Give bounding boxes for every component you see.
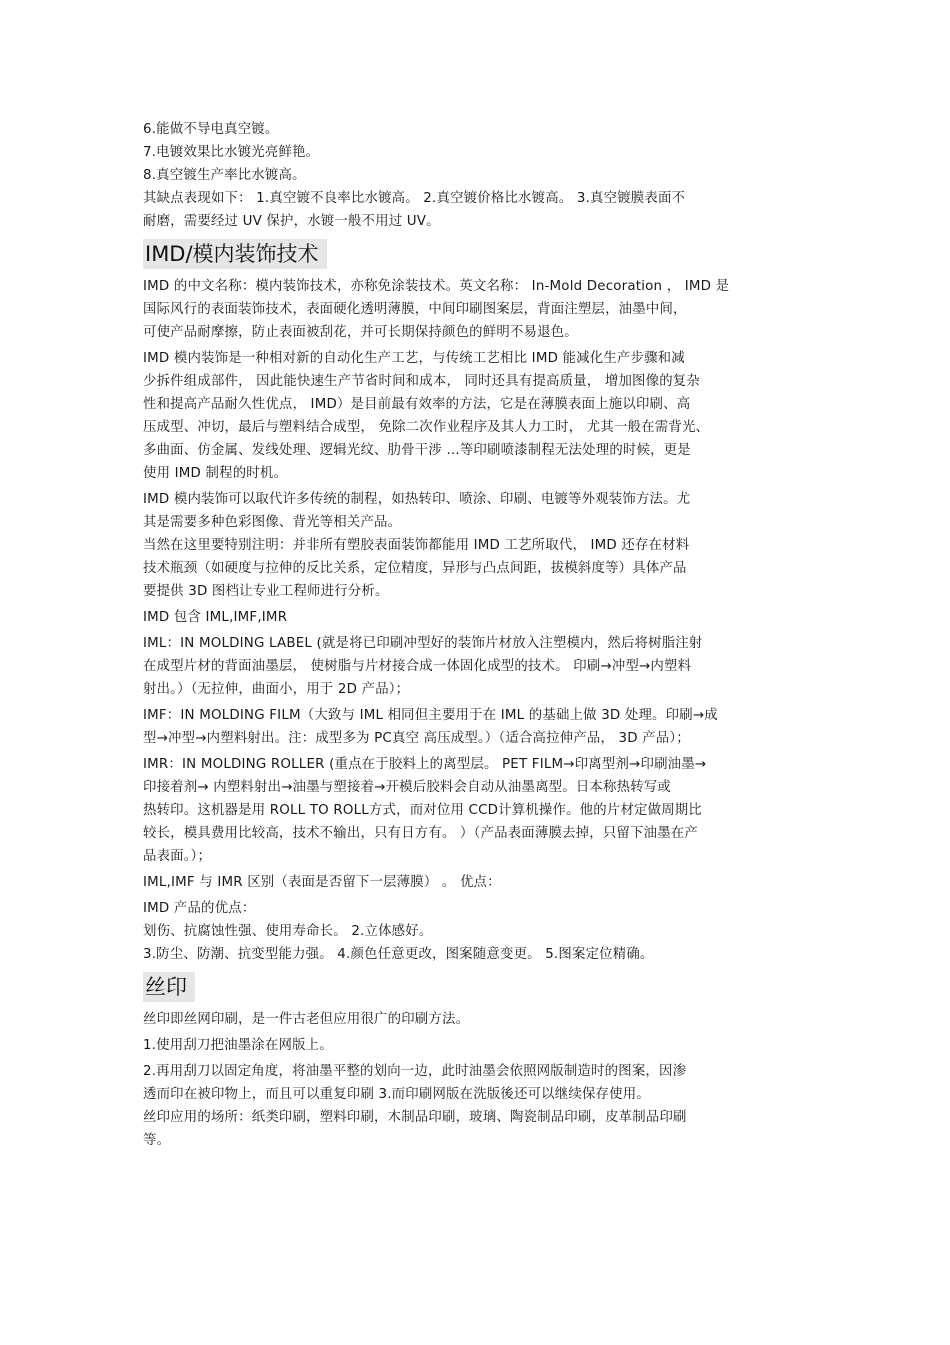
text-line: IMD 的中文名称：模内装饰技术，亦称免涂装技术。英文名称： In-Mold Decoration ， IMD 是 xyxy=(143,279,730,294)
paragraph xyxy=(143,704,813,750)
paragraph xyxy=(143,1034,813,1057)
paragraph xyxy=(143,534,813,603)
text-line: 要提供 3D 图档让专业工程师进行分析。 xyxy=(143,584,389,599)
section-heading-imd: IMD/模内装饰技术 xyxy=(143,239,327,269)
text-line: IML,IMF 与 IMR 区别（表面是否留下一层薄膜） 。 优点： xyxy=(143,875,501,890)
text-line: 透而印在被印物上，而且可以重复印刷 3.而印刷网版在洗版後还可以继续保存使用。 xyxy=(143,1087,650,1102)
text-line: 可使产品耐摩擦，防止表面被刮花，并可长期保持颜色的鲜明不易退色。 xyxy=(143,325,578,340)
text-line: 划伤、抗腐蚀性强、使用寿命长。 2.立体感好。 xyxy=(143,924,433,939)
text-line: IMD 包含 IML,IMF,IMR xyxy=(143,610,288,625)
text-line: 丝印即丝网印刷，是一件古老但应用很广的印刷方法。 xyxy=(143,1012,470,1027)
paragraph xyxy=(143,275,813,344)
text-line: 在成型片材的背面油墨层， 使树脂与片材接合成一体固化成型的技术。 印刷→冲型→内塑料 xyxy=(143,659,692,674)
text-line: IML：IN MOLDING LABEL (就是将已印刷冲型好的装饰片材放入注塑模内，然后将树脂注射 xyxy=(143,636,703,651)
text-line: 当然在这里要特别注明：并非所有塑胶表面装饰都能用 IMD 工艺所取代， IMD 还存在材料 xyxy=(143,538,690,553)
text-line: 其缺点表现如下： 1.真空镀不良率比水镀高。 2.真空镀价格比水镀高。 3.真空镀膜表面不 xyxy=(143,191,686,206)
text-line: 3.防尘、防潮、抗变型能力强。 4.颜色任意更改，图案随意变更。 5.图案定位精确。 xyxy=(143,947,654,962)
text-line: 多曲面、仿金属、发线处理、逻辑光纹、肋骨干涉 ...等印刷喷漆制程无法处理的时候，更是 xyxy=(143,443,691,458)
text-line: IMF：IN MOLDING FILM（大致与 IML 相同但主要用于在 IML 的基础上做 3D 处理。印刷→成 xyxy=(143,708,718,723)
paragraph xyxy=(143,897,813,966)
text-line: 1.使用刮刀把油墨涂在网版上。 xyxy=(143,1038,333,1053)
text-line: 印接着剂→ 内塑料射出→油墨与塑接着→开模后胶料会自动从油墨离型。日本称热转写或 xyxy=(143,780,671,795)
section-heading-silkscreen: 丝印 xyxy=(143,972,195,1002)
text-line: 8.真空镀生产率比水镀高。 xyxy=(143,168,306,183)
paragraph xyxy=(143,606,813,629)
text-line: 压成型、冲切，最后与塑料结合成型， 免除二次作业程序及其人力工时， 尤其一般在需背光、 xyxy=(143,420,710,435)
text-line: 丝印应用的场所：纸类印刷，塑料印刷，木制品印刷，玻璃、陶瓷制品印刷，皮革制品印刷 xyxy=(143,1110,687,1125)
paragraph xyxy=(143,753,813,868)
paragraph xyxy=(143,347,813,485)
text-line: IMD 模内装饰可以取代许多传统的制程，如热转印、喷涂、印刷、电镀等外观装饰方法。尤 xyxy=(143,492,691,507)
vacuum-plating-section xyxy=(143,118,813,233)
document-page xyxy=(143,118,813,1152)
paragraph xyxy=(143,1060,813,1106)
imd-section xyxy=(143,275,813,966)
paragraph xyxy=(143,632,813,701)
text-line: IMR：IN MOLDING ROLLER (重点在于胶料上的离型层。 PET FILM→印离型剂→印刷油墨→ xyxy=(143,757,707,772)
text-line: 耐磨，需要经过 UV 保护，水镀一般不用过 UV。 xyxy=(143,214,440,229)
text-line: 2.再用刮刀以固定角度，将油墨平整的划向一边，此时油墨会依照网版制造时的图案，因渗 xyxy=(143,1064,687,1079)
text-line: 较长，模具费用比较高，技术不输出，只有日方有。 ）（产品表面薄膜去掉，只留下油墨在产 xyxy=(143,826,698,841)
paragraph xyxy=(143,1008,813,1031)
text-line: 热转印。这机器是用 ROLL TO ROLL方式，而对位用 CCD计算机操作。他的片材定做周期比 xyxy=(143,803,702,818)
text-line: 性和提高产品耐久性优点， IMD）是目前最有效率的方法，它是在薄膜表面上施以印刷、高 xyxy=(143,397,691,412)
text-line: 型→冲型→内塑料射出。注：成型多为 PC真空 高压成型。）（适合高拉伸产品， 3D 产品）； xyxy=(143,731,690,746)
text-line: 品表面。）； xyxy=(143,849,212,864)
text-line: 国际风行的表面装饰技术，表面硬化透明薄膜，中间印刷图案层，背面注塑层，油墨中间， xyxy=(143,302,687,317)
text-line: 6.能做不导电真空镀。 xyxy=(143,122,279,137)
paragraph xyxy=(143,488,813,534)
text-line: 使用 IMD 制程的时机。 xyxy=(143,466,288,481)
text-line: 技术瓶颈（如硬度与拉伸的反比关系，定位精度，异形与凸点间距，拔模斜度等）具体产品 xyxy=(143,561,687,576)
text-line: IMD 产品的优点： xyxy=(143,901,256,916)
text-line: 7.电镀效果比水镀光亮鲜艳。 xyxy=(143,145,320,160)
paragraph xyxy=(143,1106,813,1152)
text-line: 等。 xyxy=(143,1133,171,1148)
text-line: 其是需要多种色彩图像、背光等相关产品。 xyxy=(143,515,402,530)
text-line: IMD 模内装饰是一种相对新的自动化生产工艺，与传统工艺相比 IMD 能减化生产步骤和减 xyxy=(143,351,685,366)
text-line: 少拆件组成部件， 因此能快速生产节省时间和成本， 同时还具有提高质量， 增加图像的复杂 xyxy=(143,374,700,389)
silkscreen-section xyxy=(143,1008,813,1152)
text-line: 射出。）（无拉伸，曲面小，用于 2D 产品）； xyxy=(143,682,410,697)
paragraph xyxy=(143,871,813,894)
